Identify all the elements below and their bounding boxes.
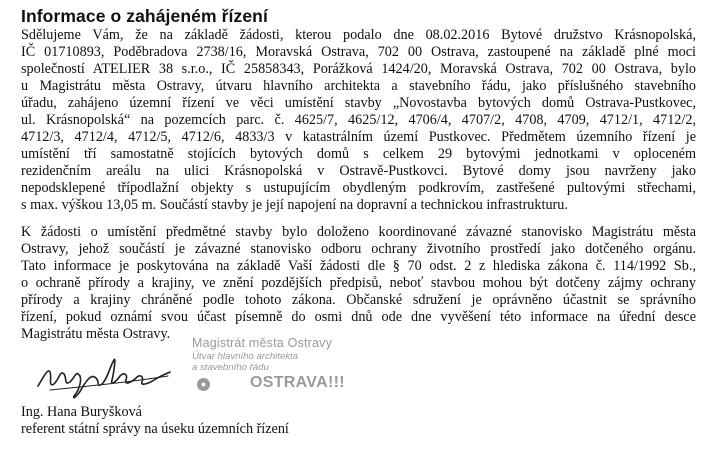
text-line-project-name: [21, 95, 696, 112]
signatory-name: Ing. Hana Buryšková: [21, 404, 142, 420]
text-line: přírody a krajiny chráněné podle tohoto zákona. Občanské sdružení je oprávněno účastnit se správního: [21, 292, 696, 308]
stamp-department-line: Útvar hlavního architekta: [192, 351, 299, 362]
stamp-organization: Magistrát města Ostravy: [192, 336, 333, 350]
text-line: nepodsklepené třípodlažní objekty s ustupujícím obydleným podkrovím, zastřešené pultovými střechami,: [21, 180, 696, 196]
text-line: ul. Krásnopolská“ na pozemcích parc. č. 4625/7, 4625/12, 4706/4, 4707/2, 4708, 4709, 4712/1, 4712/2,: [21, 112, 696, 128]
stamp-department-line: a stavebního řádu: [192, 361, 269, 373]
document-title: Informace o zahájeném řízení: [21, 6, 268, 26]
text-line: K žádosti o umístění předmětné stavby bylo doloženo koordinované závazné stanovisko Magistrátu města: [21, 224, 696, 240]
stamp-logo: OSTRAVA!!!: [250, 374, 345, 391]
text-line: Ostravy, jehož součástí je závazné stanovisko odboru ochrany životního prostředí jako dotčeného orgánu.: [21, 241, 696, 257]
paragraph-application-info: [21, 27, 696, 214]
signatory-role: referent státní správy na úseku územních řízení: [21, 421, 289, 437]
text-line: řízení, pokud oznámí svou účast písemně do osmi dnů ode dne vyvěšení této informace na úřední desce: [21, 309, 696, 325]
city-emblem-icon: ●: [197, 378, 210, 391]
text-line: umístění tří samostatně stojících bytových domů s celkem 29 bytovými jednotkami v oploceném: [21, 146, 696, 162]
text-line: rezidenčním areálu na ulici Krásnopolská v Ostravě-Pustkovci. Bytové domy jsou navrženy jako: [21, 163, 696, 179]
text-line: 4712/3, 4712/4, 4712/5, 4712/6, 4833/3 v katastrálním území Pustkovec. Předmětem územního řízení je: [21, 129, 696, 145]
text-line: o ochraně přírody a krajiny, ve znění pozdějších předpisů, neboť stavbou mohou být dotčeny zájmy ochrany: [21, 275, 696, 291]
text-line: Sdělujeme Vám, že na základě žádosti, kterou podalo dne 08.02.2016 Bytové družstvo Krásnopolská,: [21, 27, 696, 43]
text-line: IČ 01710893, Poděbradova 2738/16, Moravská Ostrava, 702 00 Ostrava, zastoupené na základě plné moci: [21, 44, 696, 60]
signature-drawing: [30, 346, 180, 404]
stamp-department: [192, 352, 322, 373]
text-segment: úřadu, zahájeno územní řízení ve věci umístění stavby „Novostavba bytových domů Ostrava-Pustkovec,: [21, 95, 696, 111]
text-line: Magistrátu města Ostravy.: [21, 326, 171, 342]
handwritten-signature: [30, 346, 180, 404]
text-line: Tato informace je poskytována na základě Vaší žádosti dle § 70 odst. 2 z hlediska zákona č. 114/1992 Sb.,: [21, 258, 696, 274]
office-stamp: [192, 336, 392, 394]
text-line: s max. výškou 13,05 m. Součástí stavby je její napojení na dopravní a technickou infrastrukturu.: [21, 197, 568, 213]
text-line: společností ATELIER 38 s.r.o., IČ 25858343, Porážková 1424/20, Moravská Ostrava, 702 00 Ostrava, bylo: [21, 61, 696, 77]
paragraph-legal-info: [21, 224, 696, 343]
text-line: u Magistrátu města Ostravy, útvaru hlavního architekta a stavebního řádu, jako příslušného stavebního: [21, 78, 696, 94]
